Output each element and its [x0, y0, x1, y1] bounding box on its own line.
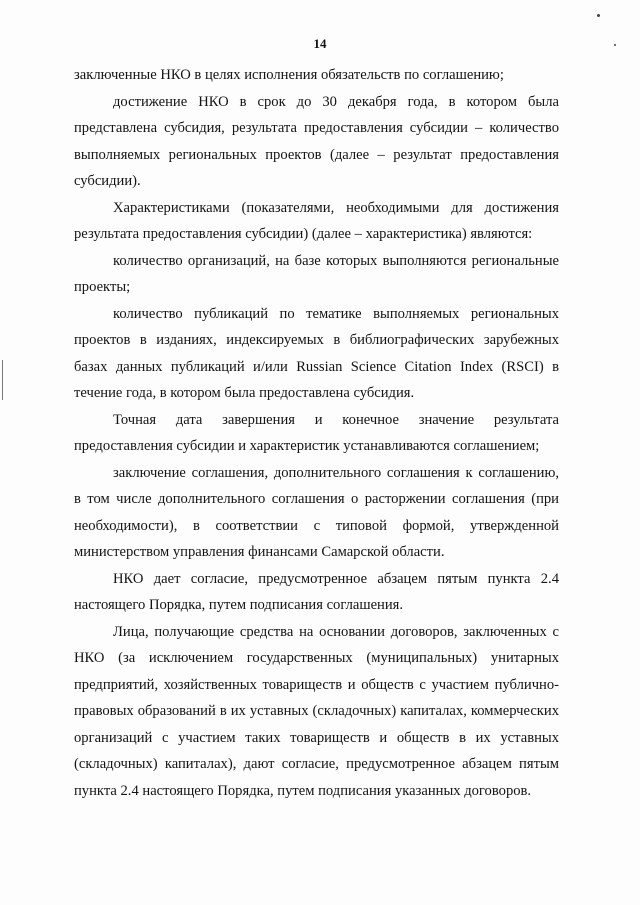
document-body — [74, 62, 559, 804]
paragraph-6: Точная дата завершения и конечное значение результата предоставления субсидии и характеристик устанавливаются соглашением; — [74, 411, 559, 454]
scan-speck — [614, 44, 616, 46]
scan-edge-line — [2, 360, 3, 400]
paragraph-8: НКО дает согласие, предусмотренное абзацем пятым пункта 2.4 настоящего Порядка, путем подписания соглашения. — [74, 570, 559, 613]
scan-speck — [597, 14, 600, 17]
paragraph-4: количество организаций, на базе которых выполняются региональные проекты; — [74, 252, 559, 295]
paragraph-9: Лица, получающие средства на основании договоров, заключенных с НКО (за исключением государственных (муниципальных) унитарных предприятий, хозяйственных товариществ и обществ с участием публично-правовых образований в их уставных (складочных) капиталах, коммерческих организаций с участием таких товариществ и обществ в их уставных (складочных) капиталах), дают согласие, предусмотренное абзацем пятым пункта 2.4 настоящего Порядка, путем подписания указанных договоров. — [74, 623, 559, 799]
paragraph-5: количество публикаций по тематике выполняемых региональных проектов в изданиях, индексируемых в библиографических зарубежных базах данных публикаций и/или Russian Science Citation Index (RSCI) в течение года, в котором была предоставлена субсидия. — [74, 305, 559, 401]
paragraph-7: заключение соглашения, дополнительного соглашения к соглашению, в том числе дополнительного соглашения о расторжении соглашения (при необходимости), в соответствии с типовой формой, утвержденной министерством управления финансами Самарской области. — [74, 464, 559, 560]
paragraph-2: достижение НКО в срок до 30 декабря года, в котором была представлена субсидия, результата предоставления субсидии – количество выполняемых региональных проектов (далее – результат предоставления субсидии). — [74, 93, 559, 189]
paragraph-1: заключенные НКО в целях исполнения обязательств по соглашению; — [74, 67, 504, 83]
paragraph-3: Характеристиками (показателями, необходимыми для достижения результата предоставления субсидии) (далее – характеристика) являются: — [74, 199, 559, 242]
page-number: 14 — [313, 36, 327, 51]
